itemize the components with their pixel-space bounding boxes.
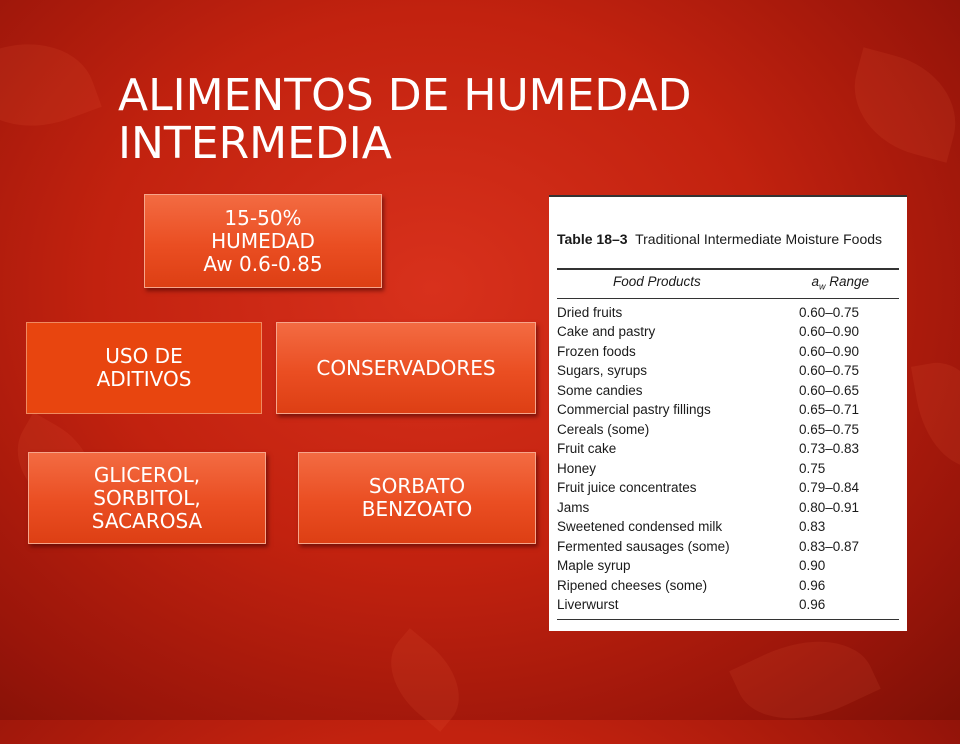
aw-range-cell: 0.60–0.65: [799, 382, 860, 398]
table-caption: [557, 230, 899, 249]
table-number: Table 18–3: [557, 231, 628, 247]
aw-range-cell: 0.96: [799, 597, 826, 613]
aw-range-cell: 0.80–0.91: [799, 499, 860, 515]
background-leaf: [0, 22, 102, 148]
food-product-cell: Ripened cheeses (some): [557, 577, 708, 593]
food-product-cell: Cake and pastry: [557, 324, 656, 340]
food-product-cell: Jams: [557, 499, 590, 515]
food-product-cell: Fruit juice concentrates: [557, 480, 697, 496]
table-row: [557, 556, 899, 576]
table-row: [557, 361, 899, 381]
food-product-cell: Dried fruits: [557, 304, 623, 320]
table-row: [557, 303, 899, 323]
food-product-cell: Cereals (some): [557, 421, 650, 437]
aw-range-cell: 0.73–0.83: [799, 441, 860, 457]
table-row: [557, 498, 899, 518]
moisture-table-image: [549, 195, 907, 631]
column-header-aw: $a_w$ Range: [811, 274, 869, 292]
preservatives-box: CONSERVADORES: [276, 322, 536, 414]
table-row: [557, 478, 899, 498]
food-product-cell: Sugars, syrups: [557, 363, 648, 379]
aw-range-cell: 0.75: [799, 460, 826, 476]
table-header: [557, 270, 899, 294]
humidity-range-box: 15-50% HUMEDAD Aw 0.6-0.85: [144, 194, 382, 288]
aw-range-cell: 0.96: [799, 577, 826, 593]
aw-range-cell: 0.60–0.75: [799, 304, 860, 320]
background-leaf: [371, 628, 479, 732]
food-product-cell: Some candies: [557, 382, 643, 398]
aw-range-cell: 0.60–0.90: [799, 324, 860, 340]
table-row: [557, 459, 899, 479]
humectants-box: GLICEROL, SORBITOL, SACAROSA: [28, 452, 266, 544]
food-product-cell: Fruit cake: [557, 441, 617, 457]
aw-range-cell: 0.60–0.75: [799, 363, 860, 379]
table-row: [557, 595, 899, 615]
table-header-underline: [557, 298, 899, 299]
table-caption-text: Traditional Intermediate Moisture Foods: [635, 231, 883, 247]
table-row: [557, 439, 899, 459]
table-bottom-rule: [557, 619, 899, 620]
table-row: [557, 400, 899, 420]
food-product-cell: Liverwurst: [557, 597, 619, 613]
table-row: [557, 576, 899, 596]
aw-range-cell: 0.90: [799, 558, 826, 574]
aw-range-cell: 0.60–0.90: [799, 343, 860, 359]
table-row: [557, 342, 899, 362]
food-product-cell: Commercial pastry fillings: [557, 402, 711, 418]
food-product-cell: Frozen foods: [557, 343, 636, 359]
aw-range-cell: 0.83: [799, 519, 826, 535]
slide-title: ALIMENTOS DE HUMEDAD INTERMEDIA: [118, 70, 692, 169]
aw-range-cell: 0.79–0.84: [799, 480, 860, 496]
additives-box: USO DE ADITIVOS: [26, 322, 262, 414]
table-row: [557, 517, 899, 537]
aw-range-cell: 0.83–0.87: [799, 538, 860, 554]
table-body: [557, 303, 899, 615]
food-product-cell: Maple syrup: [557, 558, 631, 574]
aw-range-cell: 0.65–0.71: [799, 402, 860, 418]
table-top-rule: [549, 195, 907, 197]
food-product-cell: Sweetened condensed milk: [557, 519, 723, 535]
background-leaf: [911, 355, 960, 475]
aw-range-cell: 0.65–0.75: [799, 421, 860, 437]
column-header-food: Food Products: [613, 274, 701, 289]
food-product-cell: Honey: [557, 460, 597, 476]
table-row: [557, 537, 899, 557]
preservative-examples-box: SORBATO BENZOATO: [298, 452, 536, 544]
background-leaf: [840, 47, 960, 162]
food-product-cell: Fermented sausages (some): [557, 538, 730, 554]
table-row: [557, 381, 899, 401]
table-row: [557, 420, 899, 440]
background-leaf: [729, 616, 881, 743]
table-row: [557, 322, 899, 342]
